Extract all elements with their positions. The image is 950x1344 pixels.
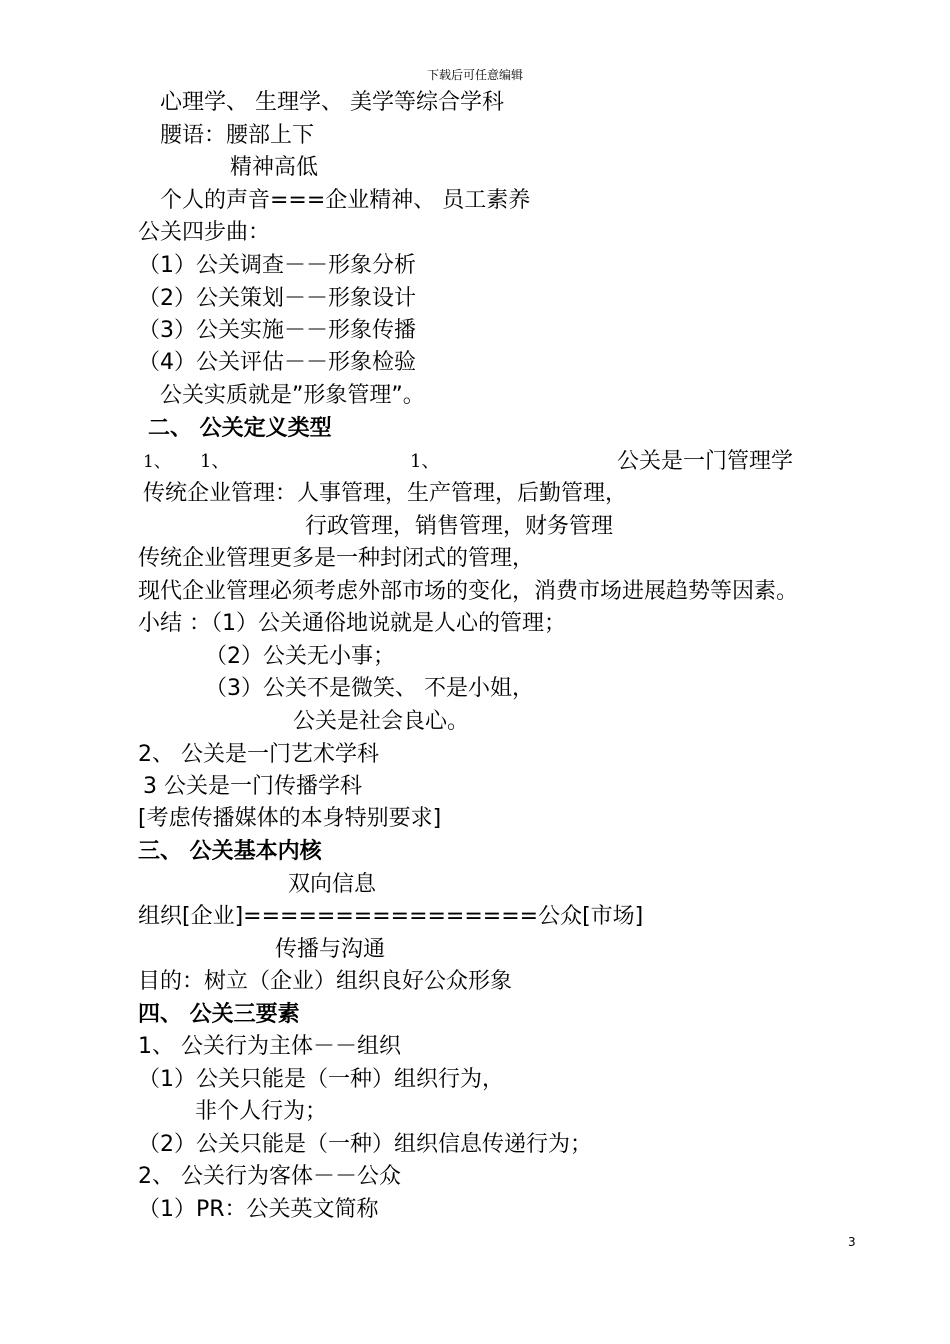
list-number: 1、 (410, 451, 440, 472)
page-number: 3 (848, 1235, 856, 1249)
list-item: （2）公关只能是（一种）组织信息传递行为； (138, 1132, 592, 1157)
text-line: 公关是社会良心。 (293, 709, 470, 734)
text-line: 小结 ：（1）公关通俗地说就是人心的管理； (138, 611, 566, 636)
text-line: 公关是一门管理学 (617, 449, 794, 474)
list-item: （4）公关评估－－形象检验 (138, 350, 416, 375)
list-item: （2）公关无小事； (205, 644, 395, 669)
text-line: 公关实质就是”形象管理”。 (160, 383, 425, 408)
list-item: （1）公关调查－－形象分析 (138, 253, 416, 278)
text-line: 行政管理，销售管理，财务管理 (305, 514, 614, 539)
text-line: 目的：树立（企业）组织良好公众形象 (138, 969, 513, 994)
text-line: 3 公关是一门传播学科 (143, 774, 362, 799)
text-line: 传统企业管理：人事管理，生产管理，后勤管理， (143, 481, 628, 506)
text-line: 2、 公关行为客体－－公众 (138, 1164, 401, 1189)
section-heading: 三、 公关基本内核 (138, 839, 322, 864)
text-line: 个人的声音===企业精神、 员工素养 (160, 188, 531, 213)
text-line: 传播与沟通 (275, 937, 386, 962)
text-line: 双向信息 (288, 872, 377, 897)
section-heading: 四、 公关三要素 (138, 1002, 300, 1027)
list-number: 1、 (200, 451, 230, 472)
text-line: 精神高低 (230, 155, 319, 180)
text-line: 非个人行为； (195, 1099, 328, 1124)
text-line: 心理学、 生理学、 美学等综合学科 (160, 90, 504, 115)
text-line: 现代企业管理必须考虑外部市场的变化，消费市场进展趋势等因素。 (138, 579, 799, 604)
text-line: 传统企业管理更多是一种封闭式的管理， (138, 546, 535, 571)
section-heading: 二、 公关定义类型 (148, 416, 332, 441)
list-item: （1）公关只能是（一种）组织行为， (138, 1067, 504, 1092)
text-line: [考虑传播媒体的本身特别要求] (138, 806, 442, 831)
text-line: 1、 公关行为主体－－组织 (138, 1034, 401, 1059)
list-item: （3）公关不是微笑、 不是小姐， (205, 676, 534, 701)
text-line: 组织[企业]================公众[市场] (138, 904, 644, 929)
list-number: 1、 (143, 452, 171, 472)
text-line: 2、 公关是一门艺术学科 (138, 742, 379, 767)
text-line: 腰语：腰部上下 (160, 123, 315, 148)
page-header: 下载后可任意编辑 (426, 68, 523, 82)
text-line: 公关四步曲： (138, 220, 271, 245)
list-item: （3）公关实施－－形象传播 (138, 318, 416, 343)
list-item: （2）公关策划－－形象设计 (138, 286, 416, 311)
list-item: （1）PR：公关英文简称 (138, 1197, 379, 1222)
